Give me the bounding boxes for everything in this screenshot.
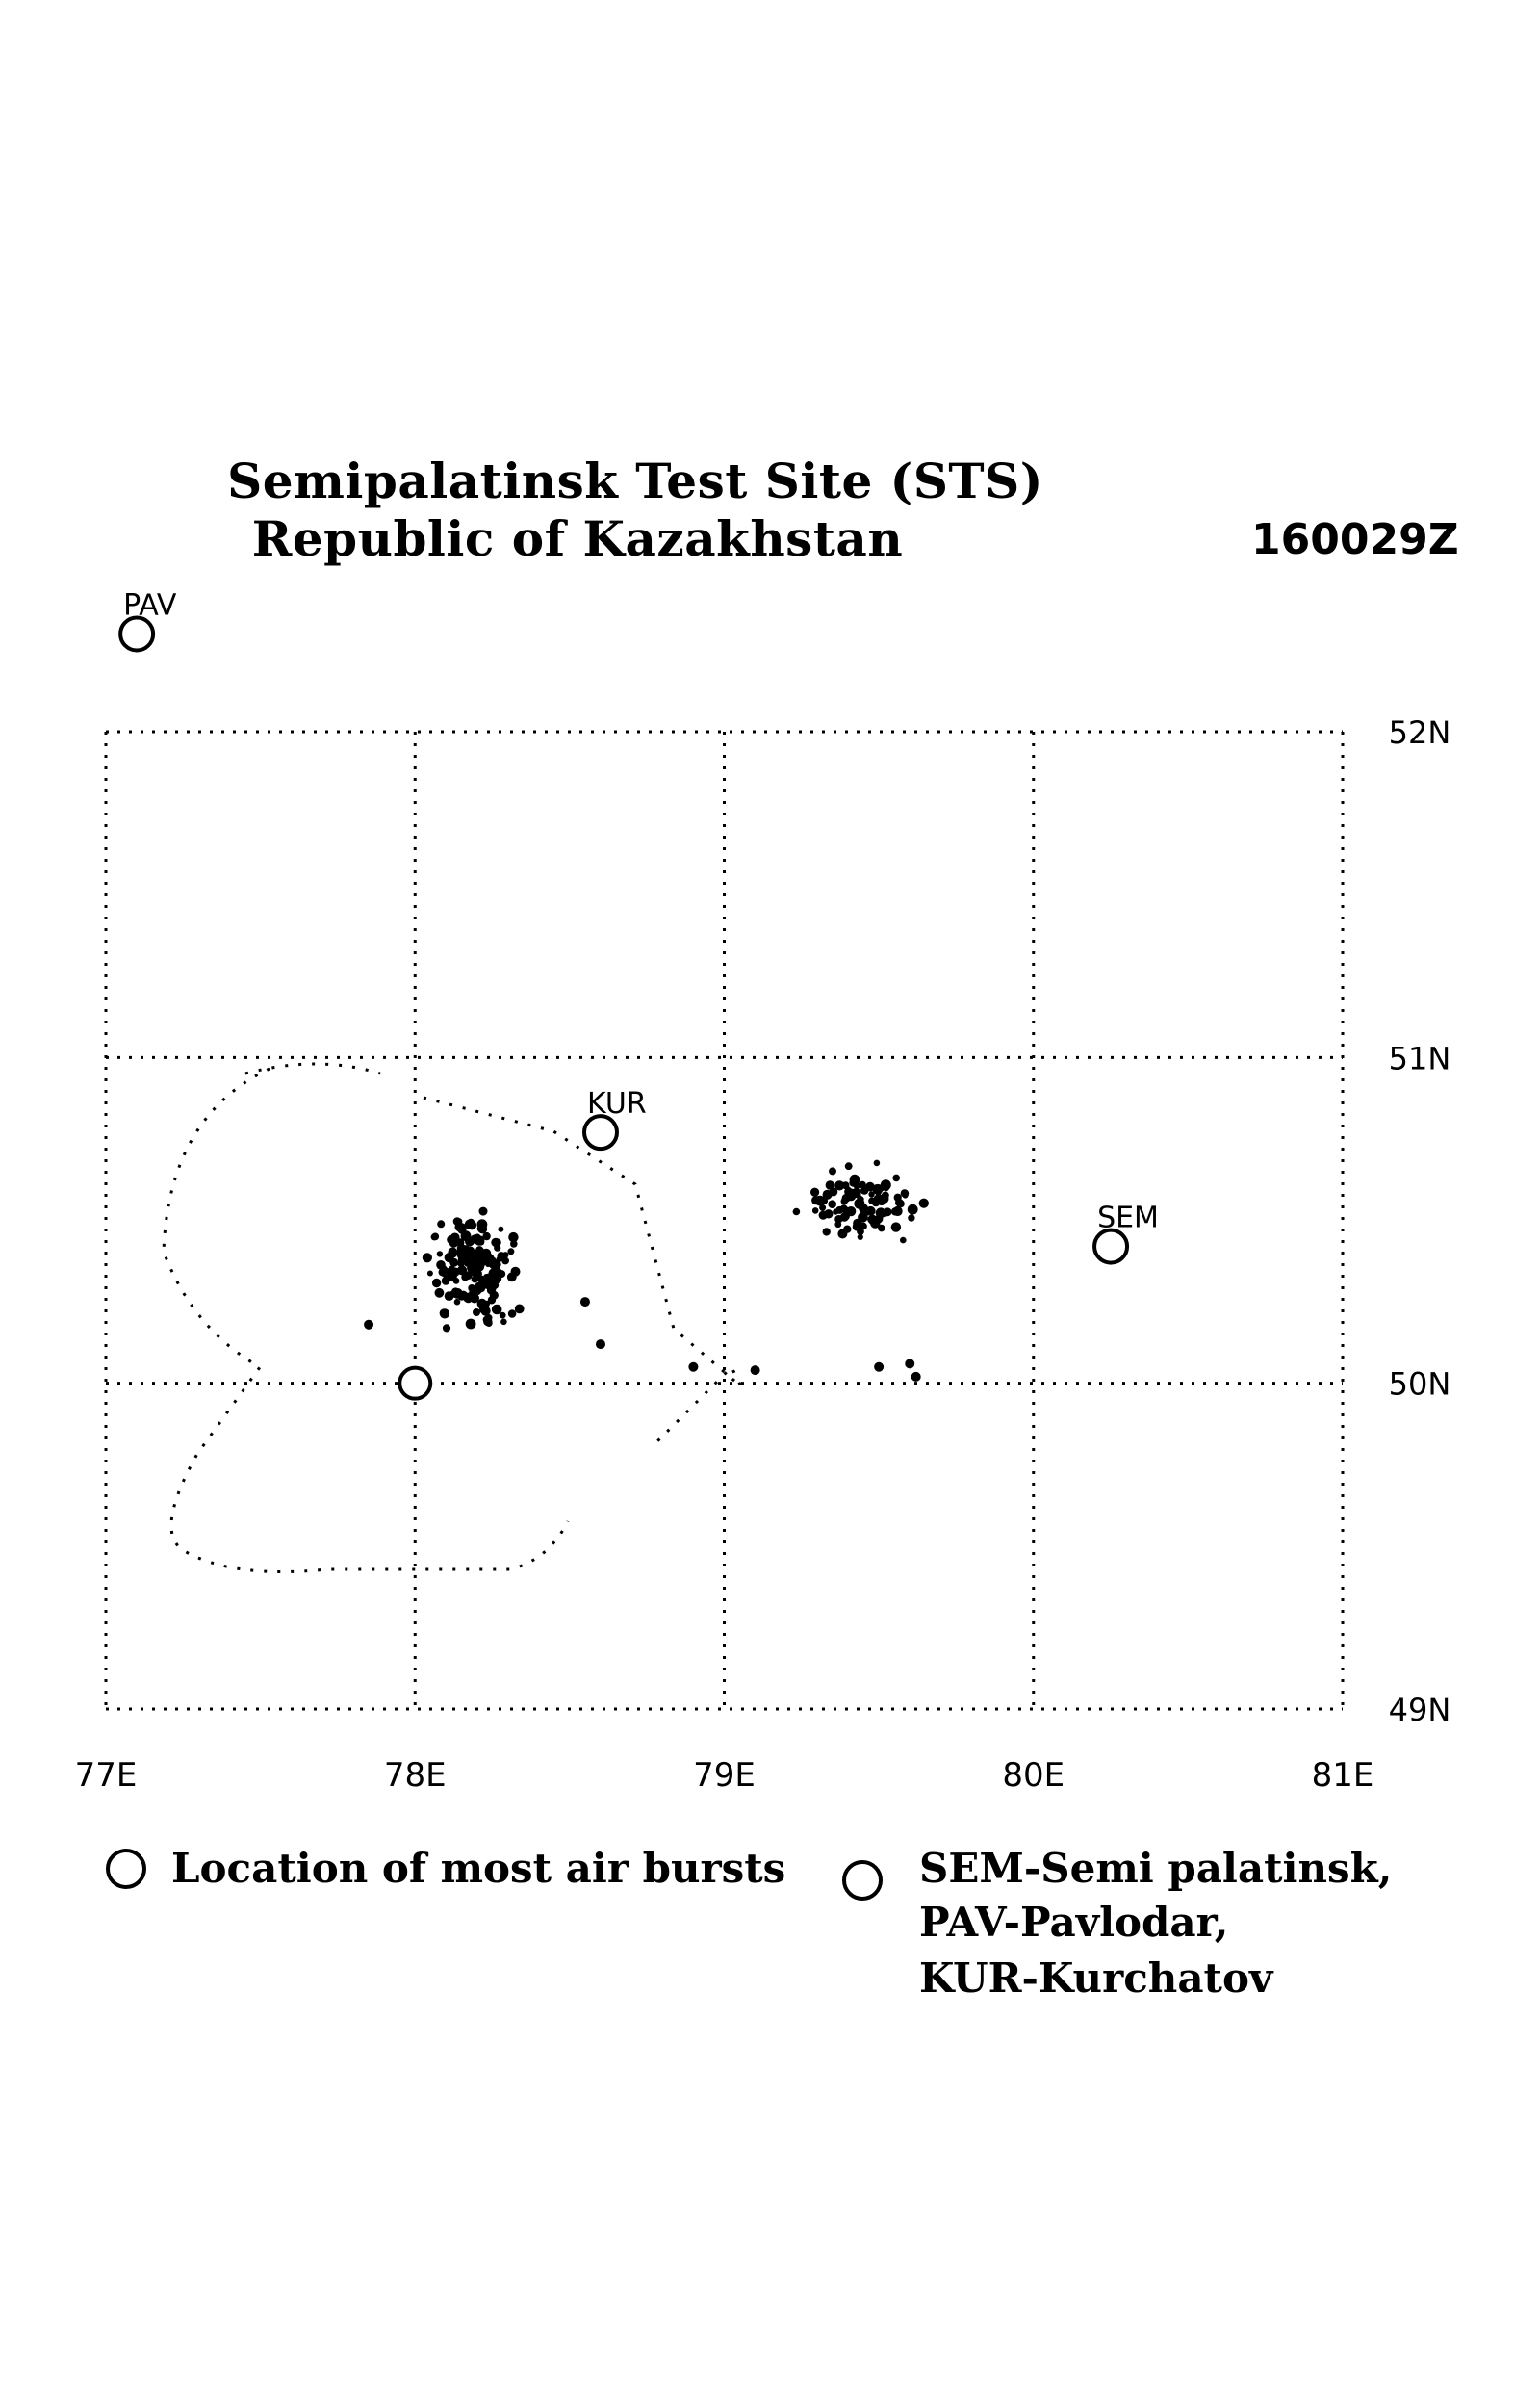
test-point bbox=[900, 1237, 907, 1244]
test-point bbox=[824, 1209, 833, 1218]
city-legend-line-2: PAV-Pavlodar, bbox=[919, 1899, 1229, 1946]
test-point bbox=[908, 1214, 914, 1221]
test-point bbox=[501, 1257, 509, 1265]
test-point bbox=[483, 1316, 490, 1323]
test-point bbox=[875, 1215, 884, 1224]
test-point bbox=[908, 1204, 918, 1215]
pav-marker-icon bbox=[120, 618, 153, 651]
test-point bbox=[493, 1238, 501, 1247]
test-point bbox=[883, 1185, 889, 1192]
test-point bbox=[431, 1233, 438, 1240]
test-point bbox=[472, 1297, 477, 1303]
test-point bbox=[870, 1198, 876, 1204]
test-point bbox=[892, 1175, 900, 1182]
test-point bbox=[919, 1199, 929, 1208]
test-point bbox=[449, 1238, 459, 1248]
test-point bbox=[477, 1224, 487, 1233]
air-burst-legend-icon bbox=[106, 1849, 146, 1889]
test-point bbox=[500, 1312, 506, 1319]
test-locations bbox=[364, 1160, 929, 1382]
test-point bbox=[515, 1305, 525, 1314]
test-point bbox=[475, 1262, 484, 1272]
test-point bbox=[445, 1291, 454, 1301]
latitude-tick-label: 52N bbox=[1388, 714, 1451, 751]
test-point bbox=[442, 1277, 450, 1285]
longitude-tick-label: 77E bbox=[74, 1756, 138, 1795]
air-burst-legend-label: Location of most air bursts bbox=[171, 1845, 786, 1892]
test-point bbox=[507, 1248, 514, 1255]
test-point bbox=[850, 1175, 860, 1185]
test-point bbox=[437, 1220, 445, 1228]
latitude-tick-label: 50N bbox=[1388, 1365, 1451, 1403]
boundary-path bbox=[164, 1064, 741, 1572]
test-point bbox=[477, 1299, 487, 1308]
test-point bbox=[845, 1162, 853, 1170]
test-point bbox=[793, 1208, 801, 1216]
test-point bbox=[508, 1309, 517, 1318]
test-point bbox=[445, 1253, 454, 1262]
map-title: Semipalatinsk Test Site (STS) bbox=[227, 453, 1043, 509]
test-point bbox=[443, 1324, 450, 1332]
pav-label: PAV bbox=[123, 588, 177, 623]
test-point bbox=[847, 1189, 857, 1199]
longitude-tick-label: 79E bbox=[693, 1756, 756, 1795]
test-site-boundary bbox=[164, 1064, 741, 1572]
test-point bbox=[854, 1199, 864, 1209]
test-point bbox=[688, 1362, 698, 1372]
longitude-tick-label: 81E bbox=[1311, 1756, 1374, 1795]
test-point bbox=[828, 1200, 836, 1208]
test-point bbox=[874, 1362, 884, 1372]
test-point bbox=[423, 1253, 432, 1262]
test-point bbox=[473, 1286, 481, 1295]
test-point bbox=[508, 1232, 518, 1242]
latitude-tick-label: 49N bbox=[1388, 1692, 1451, 1728]
test-point bbox=[508, 1273, 515, 1280]
test-point bbox=[874, 1160, 881, 1167]
test-point bbox=[819, 1204, 826, 1211]
test-point bbox=[459, 1291, 468, 1300]
test-point bbox=[441, 1268, 451, 1279]
test-point bbox=[858, 1234, 863, 1240]
test-point bbox=[465, 1220, 475, 1230]
test-point bbox=[894, 1194, 902, 1202]
test-point bbox=[485, 1274, 492, 1281]
city-legend-line-1: SEM-Semi palatinsk, bbox=[919, 1845, 1393, 1892]
axis-labels bbox=[75, 714, 1451, 1795]
map-subtitle: Republic of Kazakhstan bbox=[251, 510, 904, 567]
sem-label: SEM bbox=[1097, 1201, 1159, 1235]
test-point bbox=[905, 1359, 914, 1368]
test-point bbox=[472, 1276, 478, 1282]
test-point bbox=[435, 1288, 445, 1298]
test-point bbox=[830, 1188, 838, 1197]
test-point bbox=[488, 1256, 497, 1265]
test-point bbox=[751, 1365, 760, 1375]
test-point bbox=[812, 1207, 819, 1214]
test-point bbox=[902, 1192, 908, 1198]
test-point bbox=[440, 1308, 449, 1317]
longitude-tick-label: 78E bbox=[383, 1756, 447, 1795]
test-point bbox=[427, 1271, 433, 1277]
test-point bbox=[437, 1251, 443, 1256]
test-point bbox=[864, 1207, 872, 1215]
test-point bbox=[833, 1209, 838, 1215]
kur-label: KUR bbox=[587, 1087, 647, 1122]
test-point bbox=[479, 1207, 488, 1216]
air-burst-marker-icon bbox=[399, 1368, 430, 1399]
test-point bbox=[882, 1192, 889, 1200]
sem-marker-icon bbox=[1094, 1230, 1127, 1263]
test-point bbox=[829, 1167, 836, 1175]
test-point bbox=[498, 1227, 503, 1232]
place-markers bbox=[120, 589, 1159, 1399]
test-point bbox=[810, 1188, 819, 1197]
test-point bbox=[473, 1308, 480, 1316]
test-point bbox=[891, 1222, 901, 1231]
test-point bbox=[457, 1265, 467, 1275]
test-point bbox=[596, 1339, 605, 1349]
test-point bbox=[891, 1207, 899, 1215]
test-point bbox=[487, 1280, 498, 1290]
test-point bbox=[461, 1230, 472, 1241]
test-point bbox=[860, 1223, 867, 1230]
test-point bbox=[846, 1206, 856, 1216]
test-point bbox=[811, 1196, 820, 1204]
date-time-group: 160029Z bbox=[1251, 515, 1459, 564]
test-point bbox=[364, 1320, 373, 1330]
test-point bbox=[483, 1252, 491, 1259]
test-point bbox=[500, 1319, 507, 1326]
test-point bbox=[878, 1199, 886, 1206]
city-legend-line-3: KUR-Kurchatov bbox=[919, 1954, 1273, 2002]
test-point bbox=[466, 1319, 476, 1330]
kur-marker-icon bbox=[584, 1116, 617, 1149]
test-point bbox=[454, 1299, 461, 1306]
longitude-tick-label: 80E bbox=[1002, 1756, 1065, 1795]
latitude-tick-label: 51N bbox=[1388, 1040, 1451, 1077]
test-point bbox=[911, 1372, 921, 1382]
test-point bbox=[453, 1278, 460, 1284]
test-point bbox=[868, 1191, 874, 1197]
city-legend-icon bbox=[842, 1860, 883, 1901]
test-point bbox=[432, 1279, 441, 1287]
test-point bbox=[823, 1228, 831, 1235]
test-point bbox=[843, 1226, 851, 1233]
test-point bbox=[475, 1235, 485, 1246]
test-point bbox=[884, 1207, 892, 1216]
test-point bbox=[580, 1297, 590, 1307]
test-point bbox=[841, 1198, 848, 1204]
